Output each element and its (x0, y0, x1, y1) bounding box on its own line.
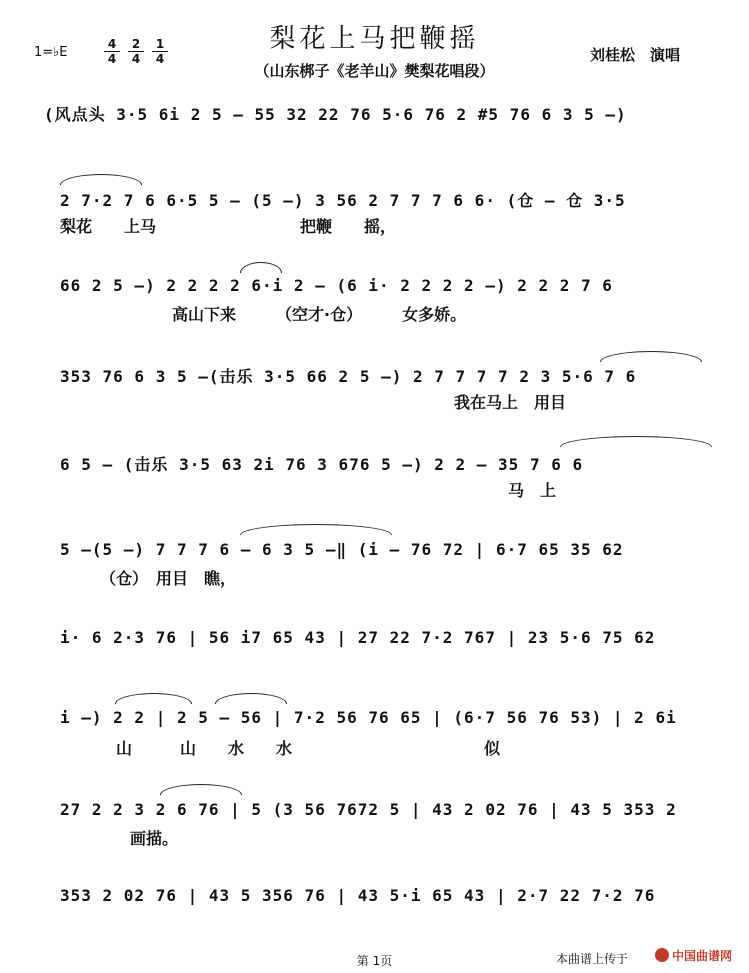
site-logo[interactable] (655, 946, 732, 964)
performer-credit: 刘桂松 演唱 (590, 46, 681, 64)
time-signature-4-4: 4 4 (104, 37, 120, 66)
song-subtitle: （山东梆子《老羊山》樊梨花唱段） (254, 62, 495, 80)
song-title: 梨花上马把鞭摇 (269, 24, 480, 54)
notation-line-5: 6 5 – (击乐 3·5 63 2i 76 3 676 5 –) 2 2 – 35 7 6 6 (60, 455, 584, 474)
lyric-line-2: 梨花 上马 把鞭 摇， (60, 217, 397, 236)
notation-line-10: 353 2 02 76 | 43 5 356 76 | 43 5·i 65 43 | 2·7 22 7·2 76 (60, 886, 656, 905)
notation-line-1: (风点头 3·5 6i 2 5 – 55 32 22 76 5·6 76 2 #5 76 6 3 5 –) (44, 105, 627, 124)
time-signature-1-4: 1 4 (152, 37, 168, 66)
page-number: 第 1页 (356, 954, 393, 968)
lyric-line-4: 我在马上 用目 (454, 393, 567, 412)
notation-line-3: 66 2 5 –) 2 2 2 2 6·i 2 – (6 i· 2 2 2 2 –) 2 2 2 7 6 (60, 276, 613, 295)
lyric-line-8: 山 山 水 水 似 (116, 739, 501, 758)
notation-line-7: i· 6 2·3 76 | 56 i7 65 43 | 27 22 7·2 767 | 23 5·6 75 62 (60, 628, 656, 647)
lyric-line-3: 高山下来 （空才·仓） 女多娇。 (172, 305, 467, 324)
notation-line-8: i –) 2 2 | 2 5 – 56 | 7·2 56 76 65 | (6·7 56 76 53) | 2 6i (60, 708, 677, 727)
site-logo-text: 中国曲谱网 (672, 948, 733, 963)
notation-line-2: 2 7·2 7 6 6·5 5 – (5 –) 3 56 2 7 7 7 6 6· (仓 – 仓 3·5 (60, 191, 626, 210)
site-logo-icon (655, 948, 669, 962)
key-signature: 1=♭E (34, 45, 68, 60)
lyric-line-6: （仓） 用目 瞧， (100, 569, 237, 588)
time-signature-2-4: 2 4 (128, 37, 144, 66)
lyric-line-5: 马 上 (508, 481, 557, 500)
notation-line-6: 5 –(5 –) 7 7 7 6 – 6 3 5 –‖ (i – 76 72 | 6·7 65 35 62 (60, 540, 624, 559)
lyric-line-9: 画描。 (130, 829, 179, 848)
notation-line-9: 27 2 2 3 2 6 76 | 5 (3 56 7672 5 | 43 2 02 76 | 43 5 353 2 (60, 800, 677, 819)
upload-note: 本曲谱上传于 (556, 952, 629, 966)
notation-line-4: 353 76 6 3 5 –(击乐 3·5 66 2 5 –) 2 7 7 7 7 2 3 5·6 7 6 (60, 367, 637, 386)
